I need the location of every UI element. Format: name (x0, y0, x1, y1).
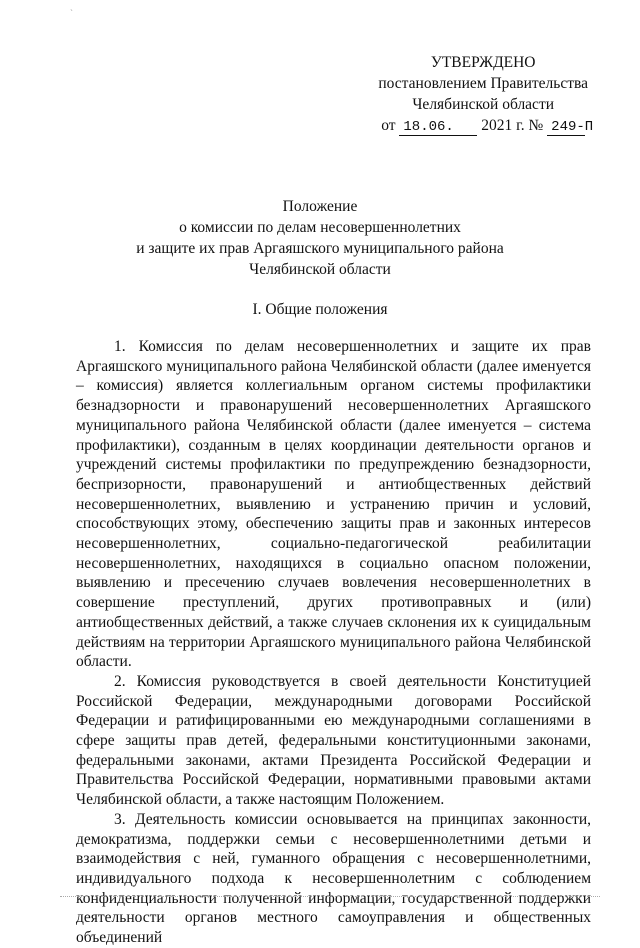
paragraph-3: 3. Деятельность комиссии основывается на принципах законности, демократизма, поддержки семьи с несовершеннолетними детьми и взаимодействия с ней, гуманного обращения с несовершеннолетними, индивидуального подхода к несовершеннолетним с соблюдением конфиденциальности полученной информации, государственной поддержки деятельности органов местного самоуправления и общественных объединений (76, 810, 591, 947)
approval-from-label: от (381, 117, 396, 134)
section-heading: I. Общие положения (252, 301, 388, 318)
document-title (0, 196, 640, 280)
title-line-3: и защите их прав Аргаяшского муниципального района (136, 240, 504, 257)
title-line-1: Положение (282, 198, 358, 215)
paragraph-1: 1. Комиссия по делам несовершеннолетних и защите их прав Аргаяшского муниципального района Челябинской области (далее именуется – комиссия) является коллегиальным органом системы профилактики безнадзорности и правонарушений несовершеннолетних Аргаяшского муниципального района Челябинской области (далее именуется – система профилактики), созданным в целях координации деятельности органов и учреждений системы профилактики по предупреждению безнадзорности, беспризорности, правонарушений и антиобщественных действий несовершеннолетних, выявлению и устранению причин и условий, способствующих этому, обеспечению защиты прав и законных интересов несовершеннолетних, социально-педагогической реабилитации несовершеннолетних, находящихся в социально опасном положении, выявлению и пресечению случаев вовлечения несовершеннолетних в совершение преступлений, других противоправных и (или) антиобщественных действий, а также случаев склонения их к суицидальным действиям на территории Аргаяшского муниципального района Челябинской области. (76, 338, 591, 671)
title-line-4: Челябинской области (249, 261, 391, 278)
approval-number: 249-П (547, 119, 585, 136)
document-body (76, 337, 591, 948)
approval-region: Челябинской области (412, 96, 555, 113)
title-line-2: о комиссии по делам несовершеннолетних (179, 219, 461, 236)
paragraph-2: 2. Комиссия руководствуется в своей деятельности Конституцией Российской Федерации, международными договорами Российской Федерации и ратифицированными ею международными соглашениями в сфере защиты прав детей, федеральными конституционными законами, федеральными законами, актами Президента Российской Федерации и Правительства Российской Федерации, нормативными правовыми актами Челябинской области, а также настоящим Положением. (76, 672, 591, 809)
approval-resolution: постановлением Правительства (378, 75, 588, 92)
approval-heading: УТВЕРЖДЕНО (430, 54, 536, 71)
approval-date-line (378, 115, 594, 136)
scan-mark: ` (70, 8, 73, 18)
approval-date: 18.06. (399, 119, 477, 136)
approval-year-label: 2021 г. № (481, 117, 544, 134)
page-bottom-edge (60, 896, 600, 897)
approval-stamp (378, 52, 594, 136)
